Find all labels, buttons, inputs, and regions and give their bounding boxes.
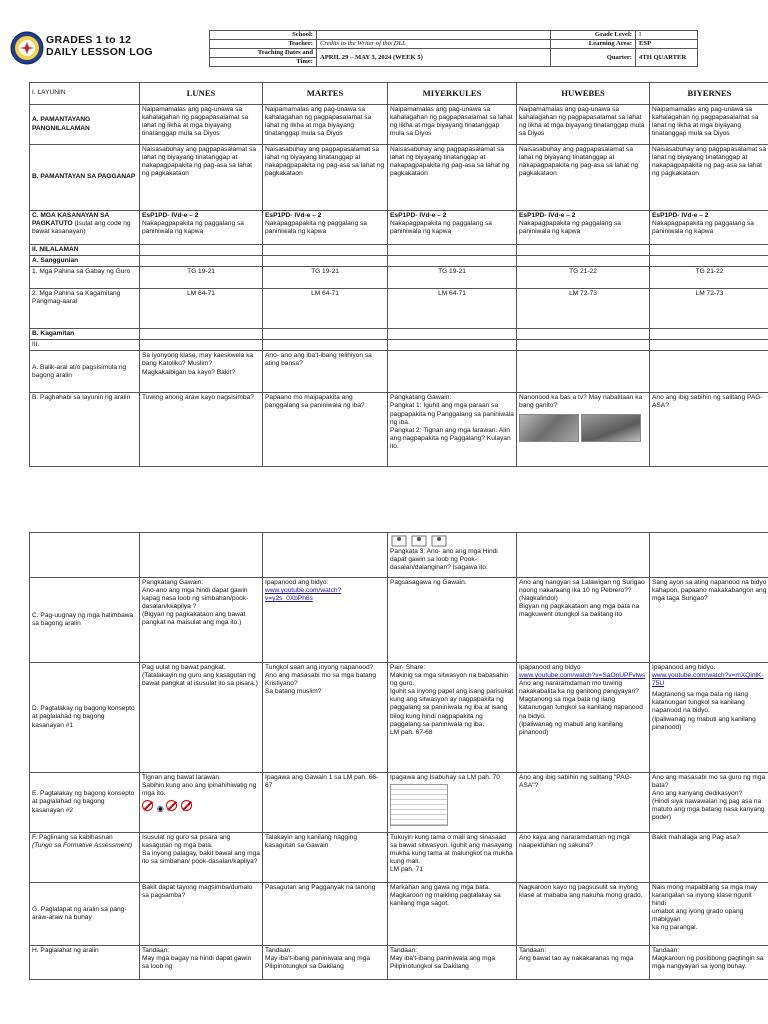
- school-value: [317, 31, 551, 40]
- kasanayan-text: Nakapagpapakita ng paggalang sa paniniwala ng kapwa: [652, 220, 754, 236]
- kasanayan-text: Nakapagpapakita ng paggalang sa paniniwala ng kapwa: [519, 220, 621, 236]
- paglinang-miyerkules: Tukuyin kung tama o mali ang sinasaad sa bawat sitwasyon. Iguhit ang masayang mukha kung tama at malungkot na mukha kung mali. LM pah. 71: [388, 833, 517, 883]
- kasanayan-code: EsP1PD- IVd-e – 2: [265, 212, 322, 219]
- pag-uugnay-huwebes: Ano ang nangyari sa Lalawigan ng Surigao noong nakaraang ika 10 ng Pebrero?? (Nagkalindol) Bigyan ng pagkakataon ang mga bata na magkuwent otungkol sa balitang ito: [517, 578, 650, 663]
- paglalapat-martes: Pasagutan ang Pagganyak na tanong: [263, 883, 388, 946]
- paghahabi-huwebes: [517, 393, 650, 467]
- pagtalakay-1-martes: Tungkol saan ang inyong napanood? Ano ang masasabi mo sa mga batang Kristiyano? Sa batang muslim?: [263, 663, 388, 773]
- pagtalakay-1-label: D. Pagtalakay ng bagong konsepto at paglalahad ng bagong kasanayan #1: [30, 663, 140, 773]
- pagtalakay-2-lunes: [140, 773, 263, 833]
- pamantayang-pangnilalaman-huwebes: Naipamamalas ang pag-unawa sa kahalagahan ng pagpapasalamat sa lahat ng likha at mga biyayang tinatanggap mula sa Diyos: [517, 105, 650, 145]
- pamantayan-sa-pagganap-miyerkules: Naisasabuhay ang pagpapasalamat sa lahat ng biyayang tinatanggap at nakapagpapakita ng pag-asa sa lahat ng pagkakataon: [388, 145, 517, 211]
- kagamitan-heading: B. Kagamitan: [30, 329, 140, 340]
- balik-aral-miyerkules: [388, 351, 517, 393]
- sanggunian-heading: A. Sanggunian: [30, 256, 140, 267]
- prohibition-signs: [142, 800, 260, 814]
- teacher-label: Teacher:: [210, 40, 317, 49]
- youtube-link-biyernes[interactable]: www.youtube.com/watch?v=mXQinlK-75U: [652, 672, 764, 688]
- pag-uugnay-miyerkules: Pagsasagawa ng Gawain.: [388, 578, 517, 663]
- pagtalakay-2-label: E. Pagtalakay ng bagong konsepto at paglalahad ng bagong kasanayan #2: [30, 773, 140, 833]
- gabay-miyerkules: TG 19-21: [388, 267, 517, 289]
- paglinang-label-italic: (Tungo sa Formative Assessment): [32, 842, 133, 850]
- group-activity-clipart: [390, 534, 514, 548]
- paghahabi-biyernes: Ano ang ibig sabihin ng salitang PAG-ASA?: [650, 393, 768, 467]
- kasanayan-martes: [263, 211, 388, 245]
- lesson-log-table-page2: [29, 532, 768, 980]
- paglalahat-martes: Tandaan: May iba't-ibang paniniwala ang mga Pilipinotungkol sa Dakilang: [263, 946, 388, 980]
- paglalapat-miyerkules: Markahan ang gawa ng mga bata. Magkaroon ng maikling pagtalakay sa kanilang mga sagot.: [388, 883, 517, 946]
- paglinang-label: [30, 833, 140, 883]
- pamantayan-sa-pagganap-martes: Naisasabuhay ang pagpapasalamat sa lahat ng biyayang tinatanggap at nakapagpapakita ng pag-asa sa lahat ng pagkakataon: [263, 145, 388, 211]
- kasanayan-lunes: [140, 211, 263, 245]
- day-header-huwebes: HUWEBES: [517, 83, 650, 105]
- grade-level-label: Grade Level:: [551, 31, 636, 40]
- pagtalakay-2-miyerkules-text: Ipagawa ang Isabuhay sa LM pah. 70: [390, 774, 500, 781]
- pag-uugnay-martes-text: Ipapanood ang bidyo:: [265, 579, 329, 586]
- worksheet-thumbnail: [390, 784, 448, 826]
- pamantayan-sa-pagganap-biyernes: Naisasabuhay ang pagpapasalamat sa lahat ng biyayang tinatanggap at nakapagpapakita ng pag-asa sa lahat ng pagkakataon: [650, 145, 768, 211]
- paglinang-biyernes: Bakit mahalaga ang Pag asa?: [650, 833, 768, 883]
- time-label: Time:: [210, 58, 317, 67]
- teacher-value: Credits to the Writer of this DLL: [317, 40, 551, 49]
- pamantayang-pangnilalaman-martes: Naipamamalas ang pag-unawa sa kahalagahan ng pagpapasalamat sa lahat ng likha at mga biyayang tinatanggap mula sa Diyos: [263, 105, 388, 145]
- pagtalakay-1-huwebes-rest: Ano ang nararamdaman mo tuwing nakakabalita ka ng ganitong pangyayari? Magtanong sa mga bata ng ilang katanungan tungkol sa kanilang napanood na bidyo. (Ipaliwanag ng mabuti ang kanilang pinanood): [519, 680, 643, 736]
- paglalahat-label: H. Paglalahat ng aralin: [30, 946, 140, 980]
- paghahabi-martes: Papaano mo maipapakita ang panggalang sa paniniwala ng iba?: [263, 393, 388, 467]
- paglalahat-lunes: Tandaan: May mga bagay na hindi dapat gawin sa loob ng: [140, 946, 263, 980]
- paglalapat-lunes: Bakit dapat tayong magsimba/dumalo sa pagsamba?: [140, 883, 263, 946]
- pamantayan-sa-pagganap-label: B. PAMANTAYAN SA PAGGANAP: [30, 145, 140, 211]
- earthquake-damage-image: [581, 414, 641, 442]
- pamantayang-pangnilalaman-label: A. PAMANTAYANG PANGNILALAMAN: [30, 105, 140, 145]
- pagtalakay-1-miyerkules: Pair- Share: Makinig sa mga sitwasyon na babasahin ng guro. Iguhit sa inyong papel ang isang parisukat kung ang sitwasyon ay nagpapakita ng paggalang sa paniniwala ng iba at isang bilog kung hindi nagpapakita ng paggalang sa paniniwala ng iba. LM pah. 67-68: [388, 663, 517, 773]
- balik-aral-huwebes: [517, 351, 650, 393]
- kasanayan-text: Nakapagpapakita ng paggalang sa paniniwala ng kapwa: [390, 220, 492, 236]
- pagtalakay-2-miyerkules: [388, 773, 517, 833]
- pag-uugnay-label: C. Pag-uugnay ng mga halimbawa sa bagong aralin: [30, 578, 140, 663]
- kasanayan-label-rest: (Isulat ang code ng bawat kasanayan): [32, 220, 131, 236]
- quarter-value: 4TH QUARTER: [636, 49, 698, 67]
- kasanayan-text: Nakapagpapakita ng paggalang sa paniniwala ng kapwa: [265, 220, 367, 236]
- balik-aral-lunes: Sa iyonyong klase, may kaeskwela ka bang Katoliko? Muslim? Magkakaibigan ba kayo? Bakit?: [140, 351, 263, 393]
- lesson-log-table-page1: [29, 82, 768, 467]
- balik-aral-label: A. Balik-aral at/o pagsisimula ng bagong aralin: [30, 351, 140, 393]
- paglalapat-huwebes: Nagkaroon kayo ng pagsusulit sa inyong klase at mababa ang nakuha mong grado.: [517, 883, 650, 946]
- title-line-1: GRADES 1 to 12: [46, 34, 132, 46]
- kasanayan-code: EsP1PD- IVd-e – 2: [390, 212, 447, 219]
- kasanayan-label-bold: C. MGA KASANAYAN SA PAGKATUTO: [32, 212, 110, 228]
- pamantayan-sa-pagganap-lunes: Naisasabuhay ang pagpapasalamat sa lahat ng biyayang tinatanggap at nakapagpapakita ng pag-asa sa lahat ng pagkakataon: [140, 145, 263, 211]
- kagamitang-lunes: LM 64-71: [140, 289, 263, 329]
- pagtalakay-1-biyernes: [650, 663, 768, 773]
- pagtalakay-1-lunes: Pag uulat ng bawat pangkat. (Tatalakayin ng guro ang kasagutan ng bawat pangkat at isusulat ito sa pisara.): [140, 663, 263, 773]
- pangkat-3-cell: [388, 533, 517, 578]
- paglinang-label-text: F. Paglinang sa kabihasnan: [32, 834, 113, 841]
- nilalaman-heading: II. NILALAMAN: [30, 245, 140, 256]
- deped-seal-logo: [10, 31, 44, 65]
- kagamitang-martes: LM 64-71: [263, 289, 388, 329]
- paghahabi-label: B. Paghahabi sa layunin ng aralin: [30, 393, 140, 467]
- gabay-lunes: TG 19-21: [140, 267, 263, 289]
- pamantayang-pangnilalaman-lunes: Naipamamalas ang pag-unawa sa kahalagahan ng pagpapasalamat sa lahat ng likha at mga biyayang tinatanggap mula sa Diyos: [140, 105, 263, 145]
- pamantayang-pangnilalaman-biyernes: Naipamamalas ang pag-unawa sa kahalagahan ng pagpapasalamat sa lahat ng likha at mga biyayang tinatanggap mula sa Diyos: [650, 105, 768, 145]
- pagtalakay-1-biyernes-rest: Magtanong sa mga bata ng ilang katanungan tungkol sa kanilang napanood na bidyo. (Ipaliwanag ng mabuti ang kanilang pinanood): [652, 691, 756, 731]
- kasanayan-code: EsP1PD- IVd-e – 2: [652, 212, 709, 219]
- kasanayan-biyernes: [650, 211, 768, 245]
- kasanayan-label: [30, 211, 140, 245]
- youtube-link-martes[interactable]: www.youtube.com/watch?v=y2s_0XbPh6s: [265, 587, 342, 603]
- no-noise-sign-icon: [166, 800, 177, 811]
- youtube-link-huwebes[interactable]: www.youtube.com/watch?v=SaOnUPFvlws: [519, 672, 646, 680]
- gabay-martes: TG 19-21: [263, 267, 388, 289]
- no-eating-sign-icon: [142, 800, 153, 811]
- kasanayan-text: Nakapagpapakita ng paggalang sa paniniwala ng kapwa: [142, 220, 244, 236]
- day-header-martes: MARTES: [263, 83, 388, 105]
- gabay-guro-label: 1. Mga Pahina sa Gabay ng Guro: [30, 267, 140, 289]
- gabay-biyernes: TG 21-22: [650, 267, 768, 289]
- paglinang-huwebes: Ano kaya ang nararamdaman ng mga naapektuhan ng sakuna?: [517, 833, 650, 883]
- pag-uugnay-biyernes: Sang ayon sa ating napanood na bidyo kahapon, papaano makakabangon ang mga taga Surigao?: [650, 578, 768, 663]
- quarter-label: Quarter:: [551, 49, 636, 67]
- pagtalakay-1-biyernes-text: Ipapanood ang bidyo.: [652, 664, 716, 671]
- kagamitang-miyerkules: LM 64-71: [388, 289, 517, 329]
- balik-aral-martes: Ano- ano ang iba't-ibang relihiyon sa ating bansa?: [263, 351, 388, 393]
- paglalahat-biyernes: Tandaan: Magkaroon ng positibong pagtingin sa mga nangyayari sa iyong buhay.: [650, 946, 768, 980]
- food-icon: ◉: [156, 804, 164, 814]
- pamantayan-sa-pagganap-huwebes: Naisasabuhay ang pagpapasalamat sa lahat ng biyayang tinatanggap at nakapagpapakita ng pag-asa sa lahat ng pagkakataon: [517, 145, 650, 211]
- kasanayan-miyerkules: [388, 211, 517, 245]
- pagtalakay-2-lunes-text: Tignan ang bawat larawan. Sabihin kung ano ang ipinahihiwatig ng mga ito.: [142, 774, 257, 798]
- iii-heading: III.: [30, 340, 140, 351]
- day-header-miyerkules: MIYERKULES: [388, 83, 517, 105]
- learning-area-value: ESP: [636, 40, 698, 49]
- title-line-2: DAILY LESSON LOG: [46, 46, 153, 58]
- teaching-dates-value: APRIL 29 – MAY 3, 2024 (WEEK 5): [317, 49, 551, 67]
- pagtalakay-2-biyernes: Ano ang masasabi mo sa guro ng mga bata? Ano ang kanyang dedikasyon? (Hindi siya nawawalan ng pag asa na matuto ang mga batang nasa kanyang poder): [650, 773, 768, 833]
- pagtalakay-1-huwebes: [517, 663, 650, 773]
- paglalahat-miyerkules: Tandaan: May iba't-ibang paniniwala ang mga Pilipinotungkol sa Dakilang: [388, 946, 517, 980]
- paghahabi-miyerkules: Pangkatang Gawain: Pangkat 1: Iguhit ang mga paraan sa pagpapakita ng Panggalang sa paniniwala ng iba. Pangkat 2: Tignan ang mga larawan. Alin ang nagpapakita ng Paggalang? Kulayan ito.: [388, 393, 517, 467]
- paglalapat-biyernes: Nais mong mapabilang sa mga may karangalan sa inyong klase ngunit hindi umabot ang iyong grado upang mabigyan ka ng parangal.: [650, 883, 768, 946]
- document-title: [46, 34, 153, 58]
- gabay-huwebes: TG 21-22: [517, 267, 650, 289]
- pangkat-3-text: Pangkata 3: Ano- ano ang mga Hindi dapat gawin sa loob ng Pook-dasalan/dalanginan? Isagawa ito.: [390, 548, 498, 572]
- kagamitang-huwebes: LM 72-73: [517, 289, 650, 329]
- school-label: School:: [210, 31, 317, 40]
- pag-uugnay-martes: [263, 578, 388, 663]
- paglalapat-label: G. Paglalapat ng aralin sa pang-araw-araw na buhay: [30, 883, 140, 946]
- pagtalakay-2-huwebes: Ano ang ibig sabihin ng salitang "PAG-ASA"?: [517, 773, 650, 833]
- balik-aral-biyernes: [650, 351, 768, 393]
- kasanayan-code: EsP1PD- IVd-e – 2: [142, 212, 199, 219]
- paglinang-martes: Talakayin ang kanilang nagging kasagutan sa Gawain: [263, 833, 388, 883]
- pag-uugnay-lunes: Pangkatang Gawain: Ano-ano ang mga hindi dapat gawin kapag nasa loob ng simbahan/pook-dasalan/kkapilya ? (Bigyan ng pagkakataon ang bawat pangkat na maisulat ang mga ito.): [140, 578, 263, 663]
- earthquake-news-image: [519, 414, 579, 442]
- teaching-dates-label: Teaching Dates and: [210, 49, 317, 58]
- day-header-biyernes: BIYERNES: [650, 83, 768, 105]
- paghahabi-huwebes-text: Nanonood ka bas a tv? May nabalitaan ka bang ganito?: [519, 394, 643, 410]
- grade-level-value: I: [636, 31, 698, 40]
- pagtalakay-2-martes: Ipagawa ang Gawain 1 sa LM pah. 66-67: [263, 773, 388, 833]
- kasanayan-code: EsP1PD- IVd-e – 2: [519, 212, 576, 219]
- paghahabi-lunes: Tuwing anong araw kayo nagsisimba?: [140, 393, 263, 467]
- kagamitang-pangmag-aaral-label: 2. Mga Pahina sa Kagamitang Pangmag-aaral: [30, 289, 140, 329]
- learning-area-label: Learning Area:: [551, 40, 636, 49]
- day-header-lunes: LUNES: [140, 83, 263, 105]
- header-info-table: [209, 30, 698, 67]
- kasanayan-huwebes: [517, 211, 650, 245]
- pagtalakay-1-huwebes-text: Ipapanood ang bidyo: [519, 664, 581, 671]
- layunin-heading: I. LAYUNIN: [30, 83, 140, 105]
- pamantayang-pangnilalaman-miyerkules: Naipamamalas ang pag-unawa sa kahalagahan ng pagpapasalamat sa lahat ng likha at mga biyayang tinatanggap mula sa Diyos: [388, 105, 517, 145]
- paglinang-lunes: Isusulat ng guro sa pisara ang kasagutan ng mga bata. Sa inyong palagay, bakit bawal ang mga ito sa simbahan/ pook-dasalan/kapilya?: [140, 833, 263, 883]
- no-phone-sign-icon: [181, 800, 192, 811]
- kagamitang-biyernes: LM 72-73: [650, 289, 768, 329]
- paglalahat-huwebes: Tandaan: Ang bawat tao ay nakakaranas ng mga: [517, 946, 650, 980]
